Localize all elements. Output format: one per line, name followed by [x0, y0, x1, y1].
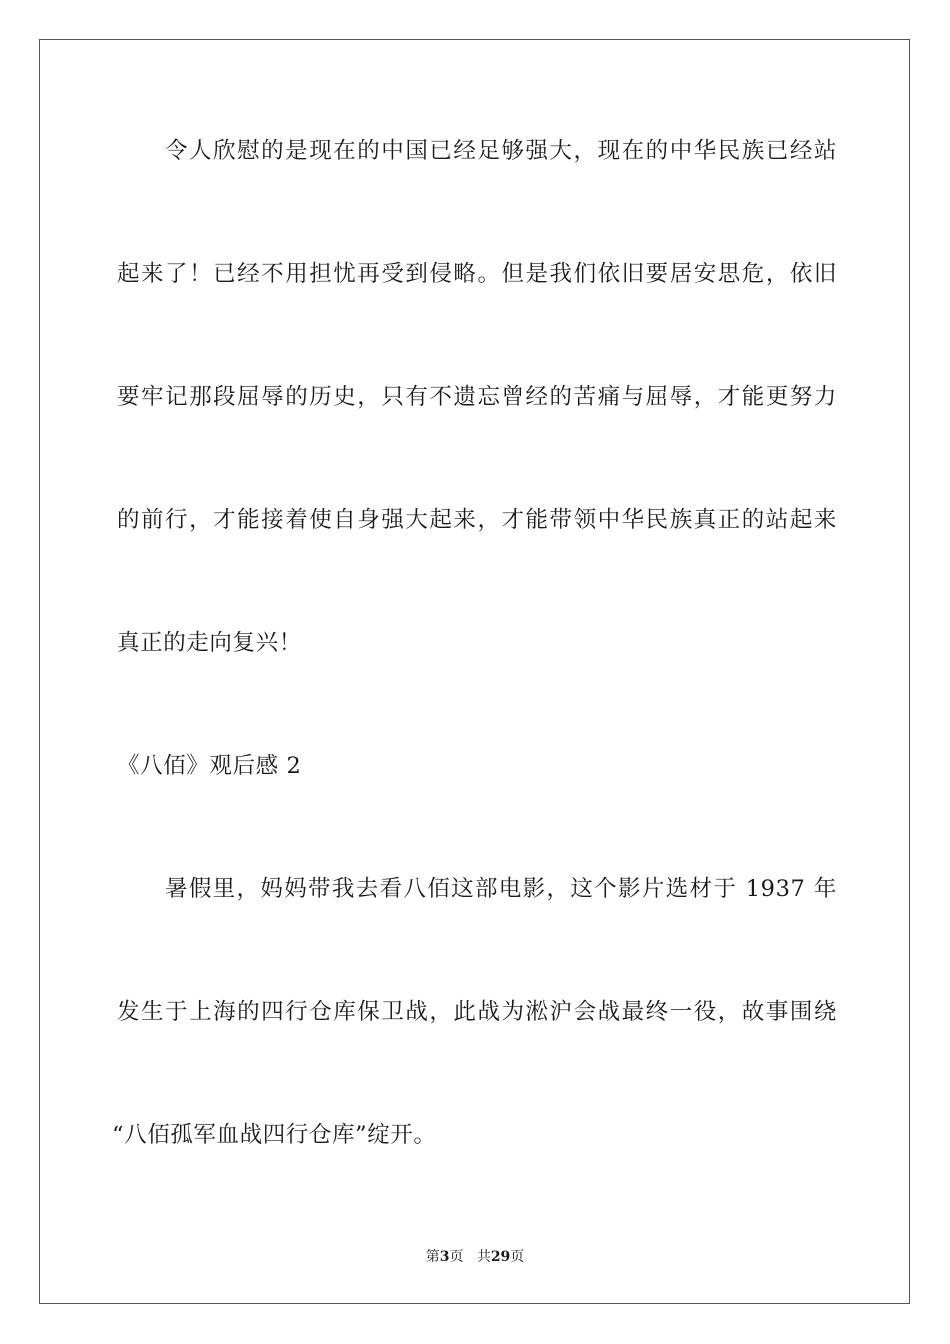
- paragraph-line-1: 令人欣慰的是现在的中国已经足够强大，现在的中华民族已经站: [165, 138, 837, 164]
- paragraph-line-7: 发生于上海的四行仓库保卫战，此战为淞沪会战最终一役，故事围绕: [117, 999, 837, 1025]
- paragraph-line-5: 真正的走向复兴！: [117, 630, 302, 656]
- paragraph-line-4: 的前行，才能接着使自身强大起来，才能带领中华民族真正的站起来: [117, 507, 837, 533]
- footer-total-pages: 29: [490, 1249, 511, 1265]
- footer-page-word: 页: [449, 1249, 464, 1265]
- footer-total-prefix: 共: [476, 1249, 491, 1265]
- footer-prefix: 第: [425, 1249, 440, 1265]
- paragraph-line-6: 暑假里，妈妈带我去看八佰这部电影，这个影片选材于 1937 年: [165, 876, 837, 902]
- paragraph-line-3: 要牢记那段屈辱的历史，只有不遗忘曾经的苦痛与屈辱，才能更努力: [117, 384, 837, 410]
- footer-total-suffix: 页: [510, 1249, 525, 1265]
- paragraph-line-2: 起来了！已经不用担忧再受到侵略。但是我们依旧要居安思危，依旧: [117, 261, 837, 287]
- paragraph-line-8: “八佰孤军血战四行仓库”绽开。: [112, 1122, 437, 1148]
- footer-current-page: 3: [439, 1249, 450, 1265]
- page-border: [39, 39, 910, 1304]
- section-heading: 《八佰》观后感 2: [117, 753, 302, 779]
- page-footer: [0, 1248, 950, 1266]
